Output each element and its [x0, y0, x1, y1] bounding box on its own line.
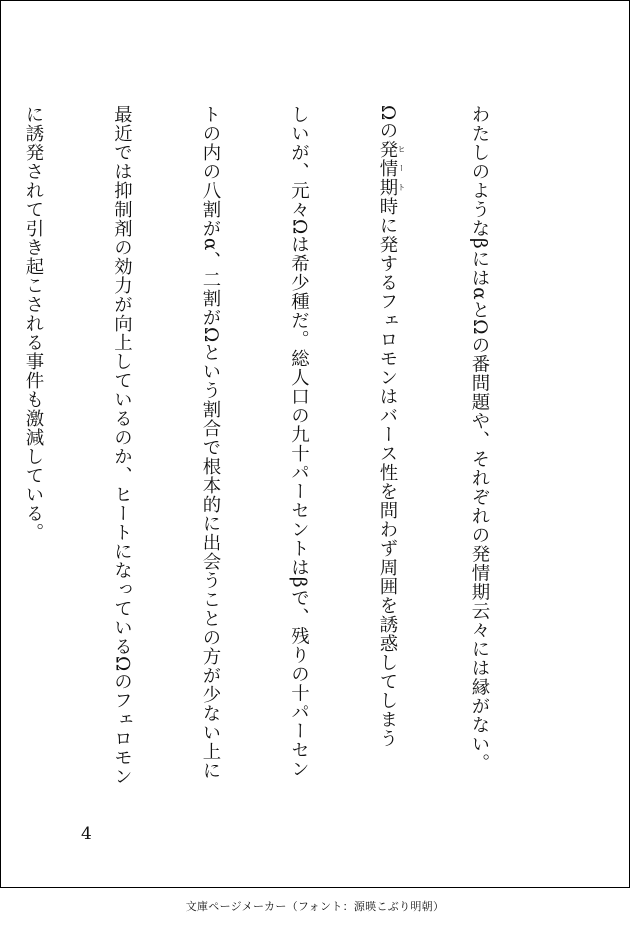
text-line-2: Ωの発情期 ヒート時に発するフェロモンはバース性を問わず周囲を誘惑してしまう: [377, 105, 406, 748]
page-number: 4: [81, 824, 92, 844]
text-line-4: トの内の八割がα、二割がΩという割合で根本的に出会うことの方が少ない上に: [200, 105, 221, 780]
text-line-5: 最近では抑制剤の効力が向上しているのか、ヒートになっているΩのフェロモン: [111, 105, 133, 786]
footer-credit: 文庫ページメーカー（フォント：源暎こぶり明朝）: [185, 900, 445, 913]
ruby-reading: ヒート: [397, 139, 406, 197]
ruby-annotation: 発情期 ヒート: [377, 139, 406, 197]
vertical-body-text: [0, 105, 553, 825]
text-line-3: しいが、元々Ωは希少種だ。総人口の九十パーセントはβで、残りの十パーセン: [288, 105, 310, 779]
text-line-1: わたしのようなβにはαとΩの番問題や、それぞれの発情期云々には縁がない。: [469, 105, 490, 773]
text-line-6: に誘発されて引き起こされる事件も激減している。: [23, 105, 44, 542]
